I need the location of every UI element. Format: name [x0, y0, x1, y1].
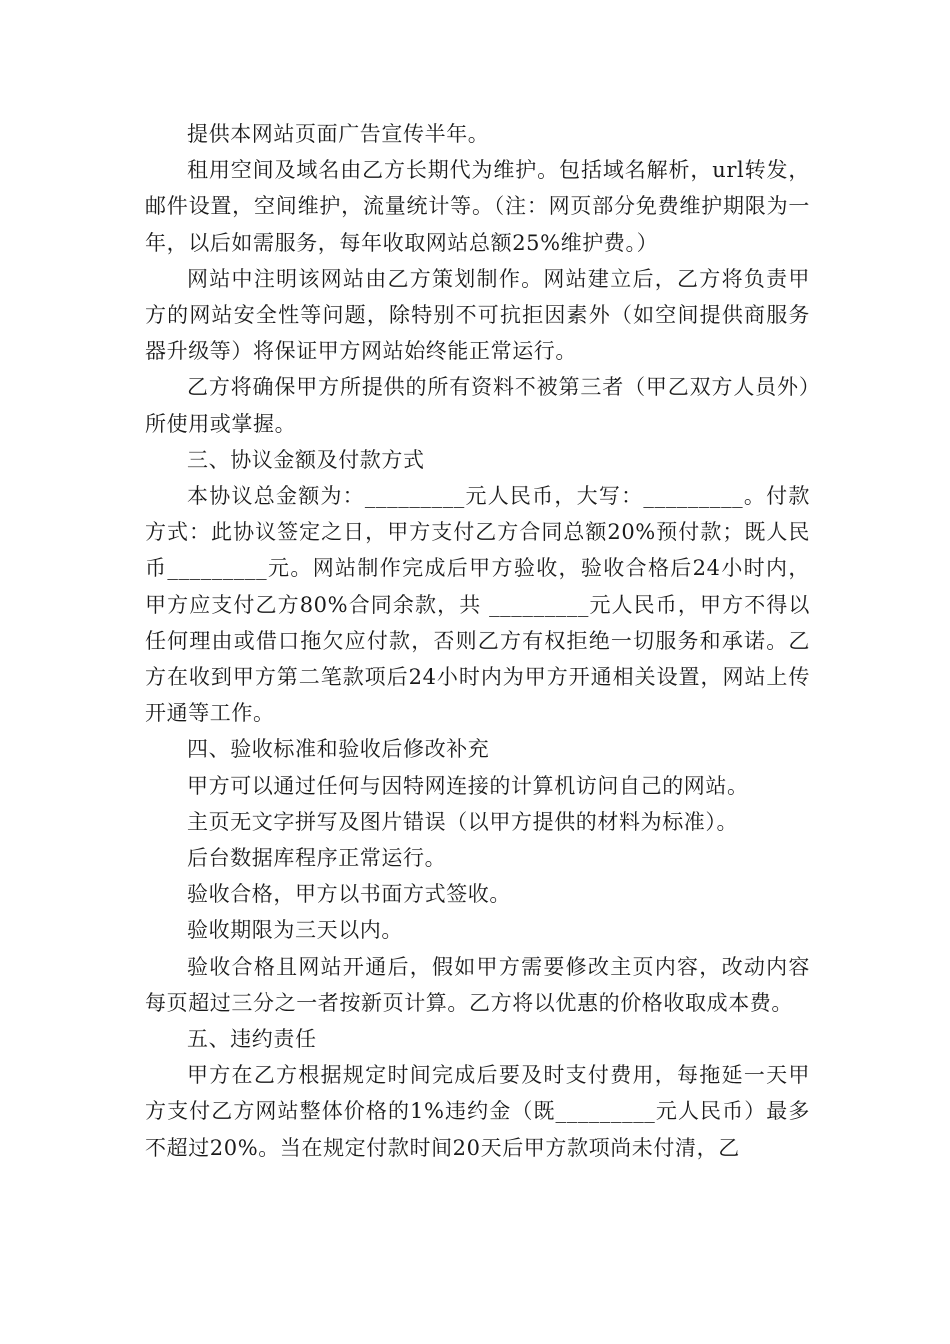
section-heading-liability: 五、违约责任: [187, 1027, 317, 1052]
paragraph-acceptance-period: 验收期限为三天以内。: [187, 918, 403, 943]
paragraph-confidentiality: 乙方将确保甲方所提供的所有资料不被第三者（甲乙双方人员外）所使用或掌握。: [145, 375, 810, 436]
paragraph-advertising: 提供本网站页面广告宣传半年。: [187, 122, 490, 146]
paragraph-acceptance-homepage: 主页无文字拼写及图片错误（以甲方提供的材料为标准）。: [187, 809, 739, 834]
paragraph-space-domain-maintenance: 租用空间及域名由乙方长期代为维护。包括域名解析，url转发，邮件设置，空间维护，流量统计等。（注：网页部分免费维护期限为一年，以后如需服务，每年收取网站总额25%维护费。）: [145, 158, 810, 255]
paragraph-website-security: 网站中注明该网站由乙方策划制作。网站建立后，乙方将负责甲方的网站安全性等问题，除特别不可抗拒因素外（如空间提供商服务器升级等）将保证甲方网站始终能正常运行。: [145, 266, 810, 364]
document-body: [145, 116, 810, 1166]
paragraph-acceptance-signoff: 验收合格，甲方以书面方式签收。: [187, 882, 511, 907]
section-heading-acceptance: 四、验收标准和验收后修改补充: [187, 737, 490, 762]
paragraph-modification: 验收合格且网站开通后，假如甲方需要修改主页内容，改动内容每页超过三分之一者按新页计算。乙方将以优惠的价格收取成本费。: [145, 954, 810, 1015]
paragraph-acceptance-database: 后台数据库程序正常运行。: [187, 846, 447, 871]
paragraph-payment-terms: 本协议总金额为：_________元人民币，大写：_________。付款方式：此协议签定之日，甲方支付乙方合同总额20%预付款；既人民币_________元。网站制作完成后甲方验收，验收合格后24小时内，甲方应支付乙方80%合同余款，共 _________元人民币，甲方不得以任何理由或借口拖欠应付款，否则乙方有权拒绝一切服务和承诺。乙方在收到甲方第二笔款项后24小时内为甲方开通相关设置，网站上传开通等工作。: [145, 484, 810, 726]
section-heading-payment: 三、协议金额及付款方式: [187, 447, 425, 472]
paragraph-acceptance-access: 甲方可以通过任何与因特网连接的计算机访问自己的网站。: [187, 773, 749, 798]
paragraph-late-payment: 甲方在乙方根据规定时间完成后要及时支付费用，每拖延一天甲方支付乙方网站整体价格的1%违约金（既_________元人民币）最多不超过20%。当在规定付款时间20天后甲方款项尚未付清，乙: [145, 1063, 810, 1160]
